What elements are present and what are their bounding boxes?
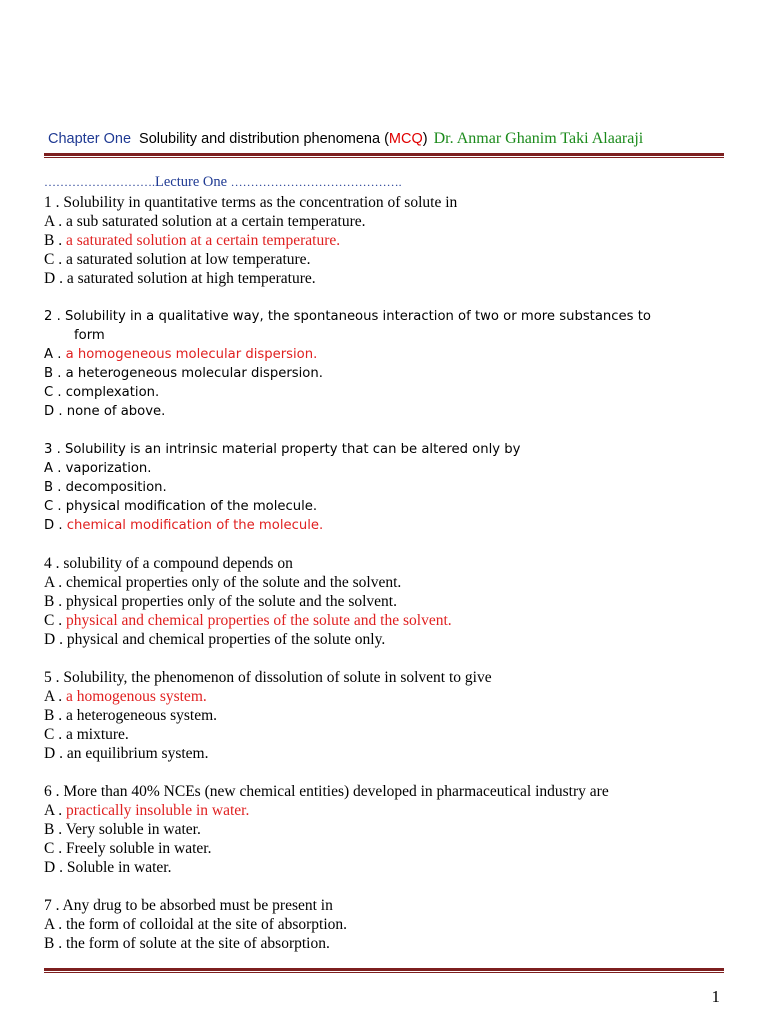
footer-rule xyxy=(44,968,724,971)
correct-option-text: practically insoluble in water. xyxy=(65,802,250,819)
header-paren-open: ( xyxy=(384,131,389,147)
option-a xyxy=(44,212,724,231)
question-text: 4 . solubility of a compound depends on xyxy=(44,555,293,572)
option-prefix: C . xyxy=(44,385,66,400)
option-prefix: B . xyxy=(44,707,66,724)
header-chapter: Chapter One xyxy=(48,131,132,147)
option-c xyxy=(44,611,724,630)
option-text: physical modification of the molecule. xyxy=(65,499,318,514)
option-d xyxy=(44,630,724,649)
option-a xyxy=(44,915,724,934)
option-text: chemical properties only of the solute and the solvent. xyxy=(65,574,402,591)
option-text: an equilibrium system. xyxy=(66,745,209,762)
option-text: a mixture. xyxy=(65,726,129,743)
option-prefix: D . xyxy=(44,404,67,419)
option-prefix: B . xyxy=(44,821,66,838)
option-text: Soluble in water. xyxy=(66,859,172,876)
question-7 xyxy=(44,896,724,953)
option-text: Freely soluble in water. xyxy=(65,840,212,857)
option-prefix: C . xyxy=(44,840,66,857)
option-prefix: D . xyxy=(44,270,67,287)
header-author: Dr. Anmar Ghanim Taki Alaaraji xyxy=(433,130,644,147)
option-prefix: D . xyxy=(44,631,67,648)
option-c xyxy=(44,839,724,858)
option-text: vaporization. xyxy=(65,461,152,476)
question-1 xyxy=(44,193,724,288)
option-c xyxy=(44,250,724,269)
lecture-heading xyxy=(44,174,402,191)
option-b xyxy=(44,364,724,383)
question-5 xyxy=(44,668,724,763)
option-prefix: C . xyxy=(44,726,66,743)
question-4 xyxy=(44,554,724,649)
option-prefix: D . xyxy=(44,745,67,762)
option-text: a sub saturated solution at a certain temperature. xyxy=(65,213,366,230)
question-3 xyxy=(44,440,724,535)
header-mcq: MCQ xyxy=(388,131,423,147)
page-number: 1 xyxy=(711,987,720,1006)
option-prefix: A . xyxy=(44,688,66,705)
option-text: physical and chemical properties of the solute only. xyxy=(66,631,386,648)
option-c xyxy=(44,497,724,516)
option-text: a saturated solution at high temperature. xyxy=(66,270,316,287)
option-prefix: D . xyxy=(44,518,67,533)
option-text: none of above. xyxy=(66,404,166,419)
question-text: 1 . Solubility in quantitative terms as the concentration of solute in xyxy=(44,194,458,211)
header-rule-thin xyxy=(44,157,724,158)
option-d xyxy=(44,858,724,877)
option-text: complexation. xyxy=(65,385,160,400)
option-prefix: A . xyxy=(44,916,66,933)
option-text: the form of colloidal at the site of absorption. xyxy=(65,916,348,933)
option-b xyxy=(44,706,724,725)
lecture-dots-right: ……………………………………. xyxy=(230,175,402,189)
question-text: 7 . Any drug to be absorbed must be present in xyxy=(44,897,333,914)
option-text: physical properties only of the solute and the solvent. xyxy=(65,593,397,610)
option-b xyxy=(44,934,724,953)
option-b xyxy=(44,231,724,250)
question-text-continued: form xyxy=(74,328,105,343)
header-rule xyxy=(44,153,724,156)
lecture-dots-left: ………………………. xyxy=(44,175,155,189)
option-text: the form of solute at the site of absorption. xyxy=(65,935,330,952)
option-a xyxy=(44,801,724,820)
lecture-label: Lecture One xyxy=(155,174,228,190)
option-prefix: C . xyxy=(44,499,66,514)
option-d xyxy=(44,516,724,535)
header-title: Solubility and distribution phenomena xyxy=(139,131,381,147)
option-a xyxy=(44,573,724,592)
option-prefix: A . xyxy=(44,802,66,819)
option-text: decomposition. xyxy=(65,480,167,495)
correct-option-text: physical and chemical properties of the solute and the solvent. xyxy=(65,612,452,629)
option-prefix: A . xyxy=(44,461,66,476)
question-text: 5 . Solubility, the phenomenon of dissolution of solute in solvent to give xyxy=(44,669,492,686)
correct-option-text: chemical modification of the molecule. xyxy=(66,518,324,533)
correct-option-text: a homogeneous molecular dispersion. xyxy=(65,347,318,362)
option-c xyxy=(44,725,724,744)
option-prefix: C . xyxy=(44,251,66,268)
option-text: Very soluble in water. xyxy=(65,821,201,838)
option-text: a heterogeneous molecular dispersion. xyxy=(65,366,323,381)
option-b xyxy=(44,478,724,497)
question-6 xyxy=(44,782,724,877)
option-prefix: A . xyxy=(44,213,66,230)
option-a xyxy=(44,459,724,478)
footer-rule-thin xyxy=(44,972,724,973)
question-text: 6 . More than 40% NCEs (new chemical entities) developed in pharmaceutical industry are xyxy=(44,783,609,800)
option-prefix: B . xyxy=(44,366,66,381)
option-d xyxy=(44,269,724,288)
header-paren-close: ) xyxy=(422,131,428,147)
question-text: 2 . Solubility in a qualitative way, the spontaneous interaction of two or more substances to xyxy=(44,309,651,324)
option-prefix: B . xyxy=(44,232,66,249)
option-prefix: A . xyxy=(44,347,66,362)
option-text: a heterogeneous system. xyxy=(65,707,218,724)
question-text: 3 . Solubility is an intrinsic material property that can be altered only by xyxy=(44,442,521,457)
option-prefix: B . xyxy=(44,935,66,952)
option-prefix: A . xyxy=(44,574,66,591)
option-prefix: B . xyxy=(44,593,66,610)
option-prefix: D . xyxy=(44,859,67,876)
option-d xyxy=(44,744,724,763)
page-header xyxy=(48,130,728,152)
option-d xyxy=(44,402,724,421)
question-list xyxy=(44,193,724,972)
correct-option-text: a homogenous system. xyxy=(65,688,207,705)
option-prefix: B . xyxy=(44,480,66,495)
option-b xyxy=(44,820,724,839)
option-c xyxy=(44,383,724,402)
option-text: a saturated solution at low temperature. xyxy=(65,251,311,268)
option-a xyxy=(44,687,724,706)
option-prefix: C . xyxy=(44,612,66,629)
option-a xyxy=(44,345,724,364)
option-b xyxy=(44,592,724,611)
question-2 xyxy=(44,307,724,421)
correct-option-text: a saturated solution at a certain temperature. xyxy=(65,232,341,249)
